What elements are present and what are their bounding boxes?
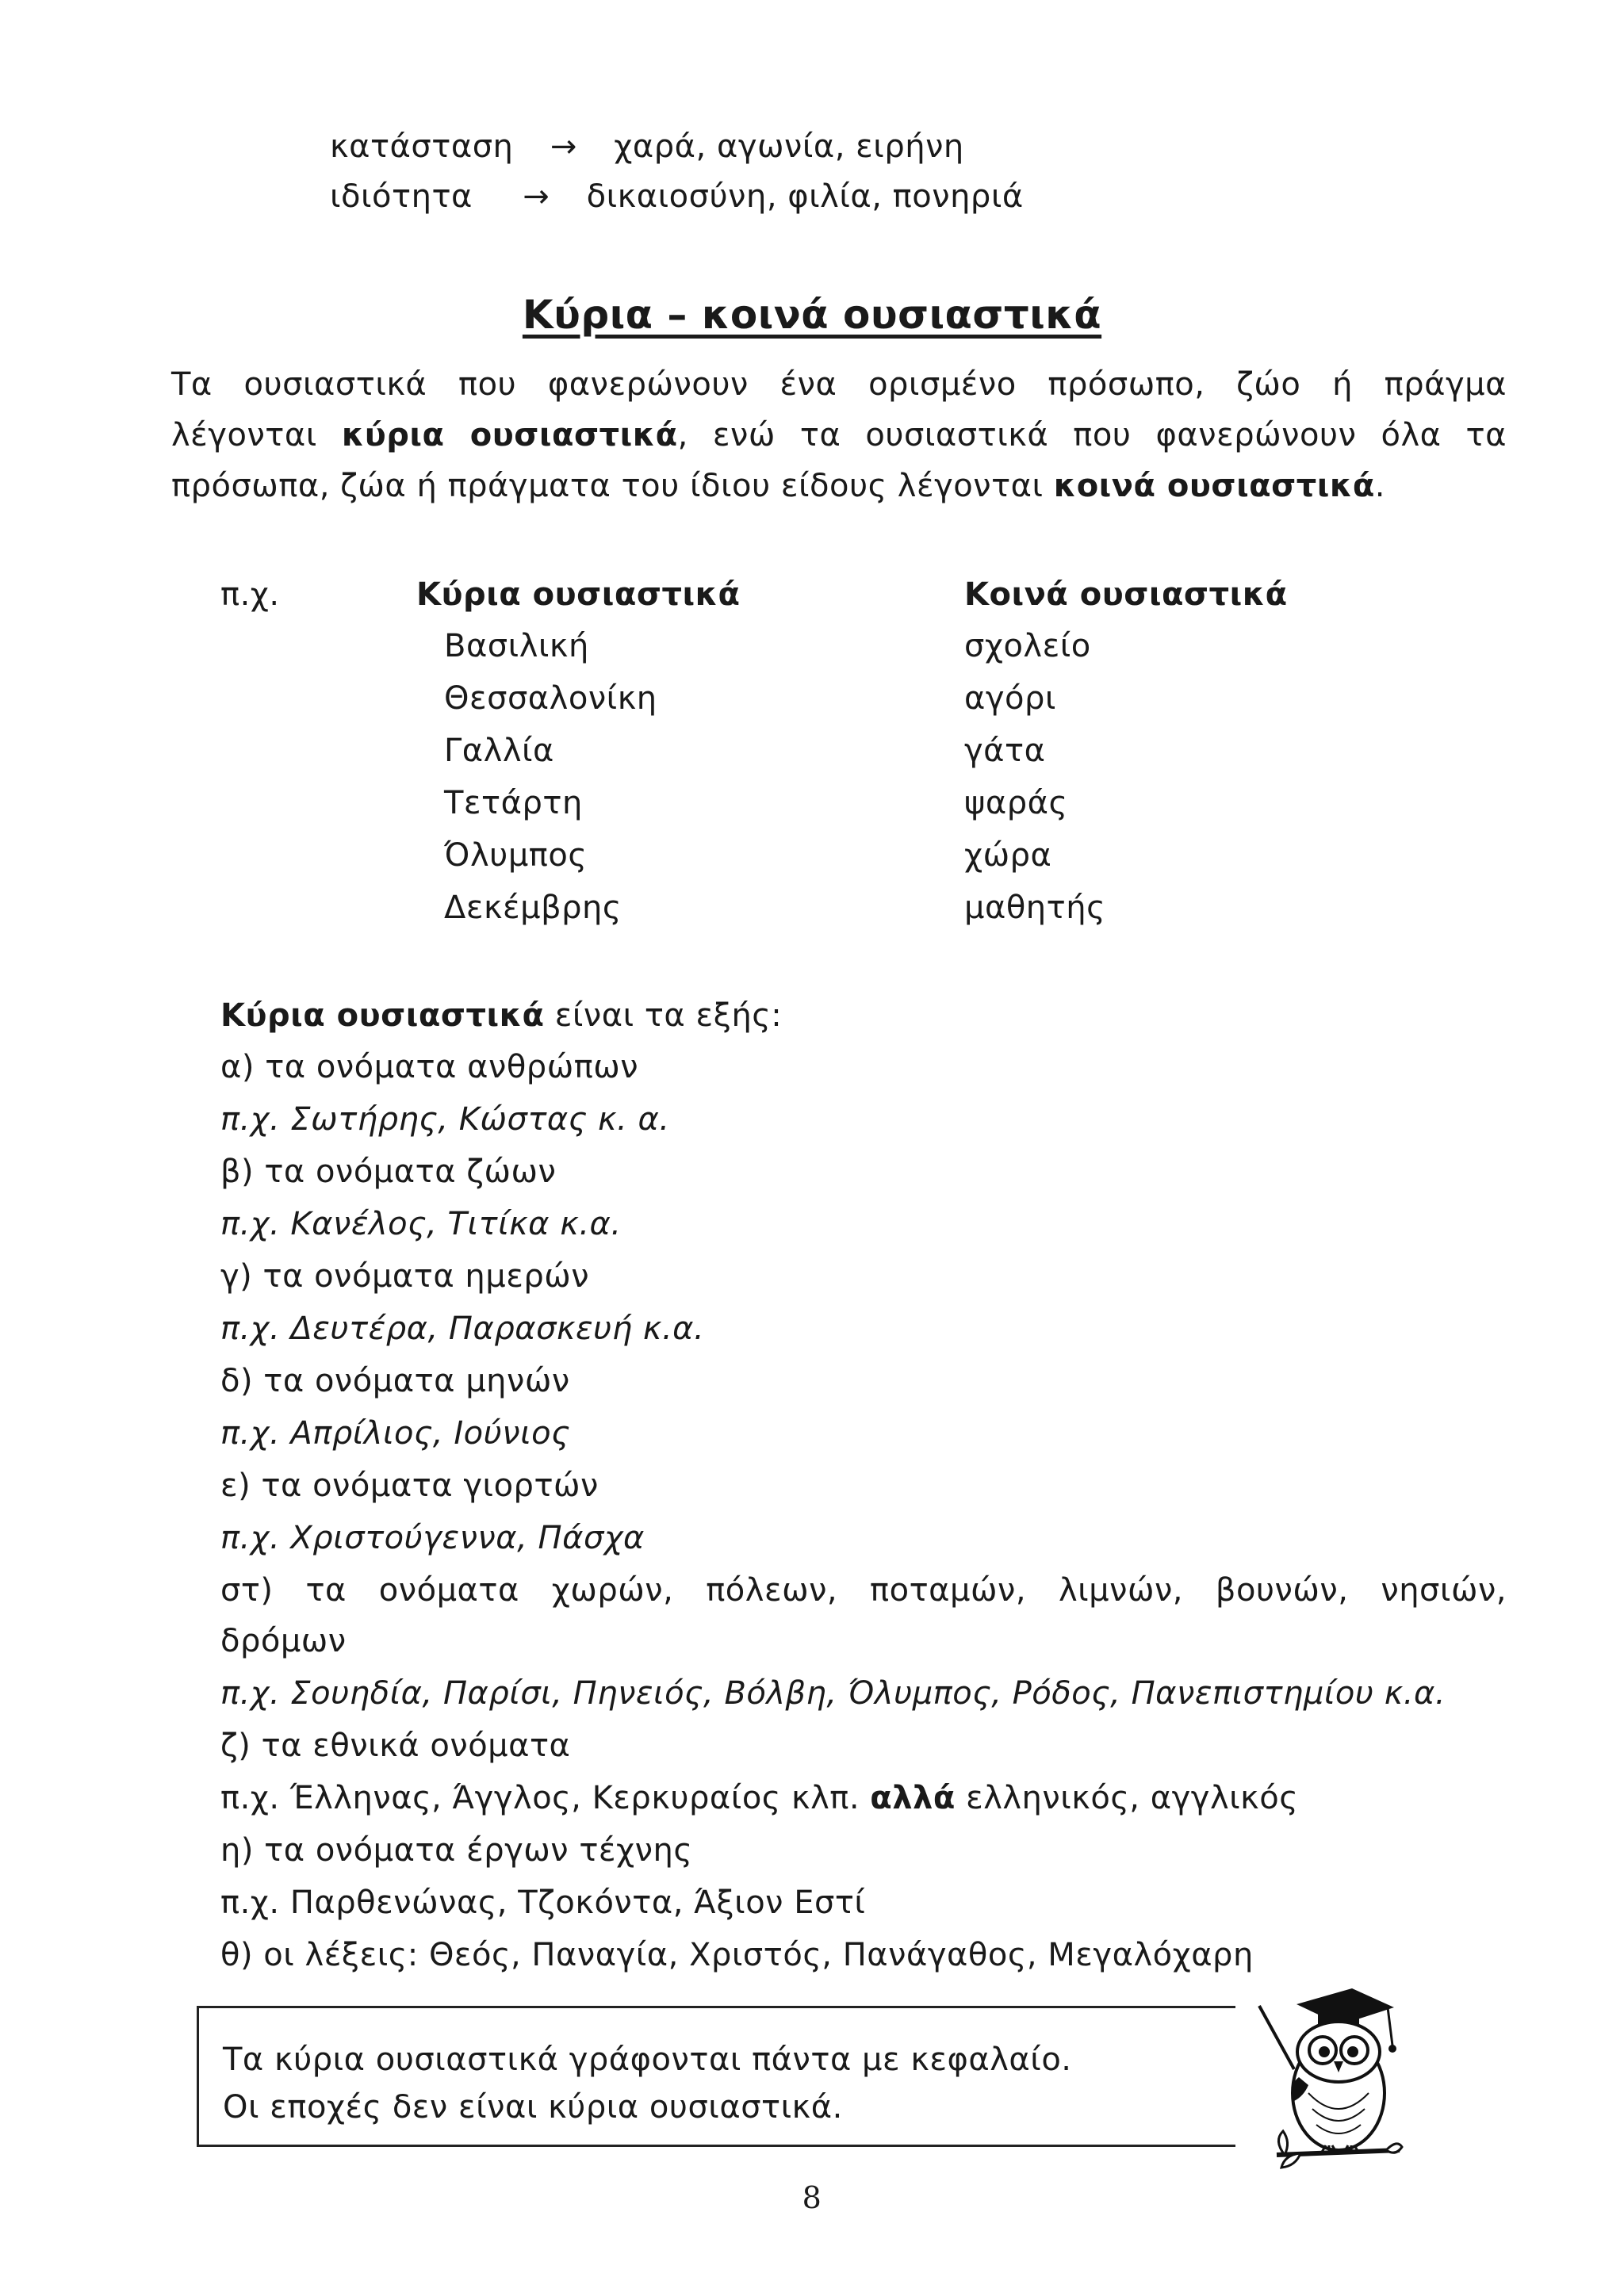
col2-header: Κοινά ουσιαστικά [964, 576, 1288, 613]
col1-item: Όλυμπος [444, 837, 588, 874]
col1-item: Βασιλική [444, 628, 589, 664]
rule-item-continued: δρόμων [220, 1623, 347, 1659]
col2-item: αγόρι [964, 680, 1056, 717]
col2-item: σχολείο [964, 628, 1091, 664]
example-row-state [330, 128, 964, 165]
rule-item: δ) τα ονόματα μηνών [220, 1363, 570, 1399]
rules-heading-term: Κύρια ουσιαστικά [220, 997, 545, 1034]
rule-item: η) τα ονόματα έργων τέχνης [220, 1832, 693, 1869]
intro-line-2 [171, 417, 1507, 453]
rule-example: π.χ. Κανέλος, Τιτίκα κ.α. [220, 1206, 622, 1242]
rule-item: β) τα ονόματα ζώων [220, 1154, 557, 1190]
note-line-1: Τα κύρια ουσιαστικά γράφονται πάντα με κεφαλαίο. [223, 2042, 1072, 2078]
rules-heading-text: είναι τα εξής: [544, 997, 783, 1034]
rule-example: π.χ. Δευτέρα, Παρασκευή κ.α. [220, 1311, 705, 1347]
rule-example [220, 1780, 1298, 1816]
table-prefix: π.χ. [220, 576, 280, 613]
rule-example-text: π.χ. Έλληνας, Άγγλος, Κερκυραίος κλπ. [220, 1780, 860, 1816]
rules-heading [220, 997, 782, 1034]
intro-text: πρόσωπα, ζώα ή πράγματα του ίδιου είδους λέγονται [171, 468, 1044, 504]
rule-example: π.χ. Χριστούγεννα, Πάσχα [220, 1520, 645, 1556]
intro-text: . [1374, 468, 1386, 504]
rule-item: α) τα ονόματα ανθρώπων [220, 1049, 639, 1085]
rule-example: π.χ. Σωτήρης, Κώστας κ. α. [220, 1101, 670, 1138]
note-box [197, 2006, 1235, 2147]
page-number: 8 [802, 2180, 822, 2215]
col1-item: Γαλλία [444, 733, 554, 769]
rule-item: θ) οι λέξεις: Θεός, Παναγία, Χριστός, Πανάγαθος, Μεγαλόχαρη [220, 1937, 1254, 1973]
col2-item: γάτα [964, 733, 1046, 769]
rule-item: γ) τα ονόματα ημερών [220, 1258, 590, 1295]
col2-item: μαθητής [964, 890, 1106, 926]
example-row-property [330, 178, 1024, 215]
term-proper-nouns: κύρια ουσιαστικά [341, 417, 678, 453]
example-values: χαρά, αγωνία, ειρήνη [614, 128, 964, 165]
intro-line-3 [171, 468, 1385, 504]
rule-example: π.χ. Απρίλιος, Ιούνιος [220, 1415, 571, 1452]
intro-text: λέγονται [171, 417, 317, 453]
col1-item: Δεκέμβρης [444, 890, 622, 926]
example-label: ιδιότητα [330, 178, 473, 215]
col1-item: Θεσσαλονίκη [444, 680, 657, 717]
rule-example: π.χ. Παρθενώνας, Τζοκόντα, Άξιον Εστί [220, 1885, 866, 1921]
rule-item: στ) τα ονόματα χωρών, πόλεων, ποταμών, λιμνών, βουνών, νησιών, [220, 1572, 1507, 1609]
section-title: Κύρια – κοινά ουσιαστικά [522, 292, 1102, 338]
term-common-nouns: κοινά ουσιαστικά [1053, 468, 1375, 504]
example-label: κατάσταση [330, 128, 514, 165]
rule-example-text: ελληνικός, αγγλικός [966, 1780, 1299, 1816]
owl-graduate-icon [1253, 1974, 1404, 2172]
col2-item: χώρα [964, 837, 1052, 874]
rule-example: π.χ. Σουηδία, Παρίσι, Πηνειός, Βόλβη, Όλυμπος, Ρόδος, Πανεπιστημίου κ.α. [220, 1675, 1446, 1712]
arrow-icon: → [523, 178, 550, 215]
intro-line-1: Τα ουσιαστικά που φανερώνουν ένα ορισμένο πρόσωπο, ζώο ή πράγμα [171, 366, 1507, 403]
rule-example-emphasis: αλλά [870, 1780, 956, 1816]
col1-item: Τετάρτη [444, 785, 583, 821]
rule-item: ε) τα ονόματα γιορτών [220, 1468, 599, 1504]
example-values: δικαιοσύνη, φιλία, πονηριά [586, 178, 1024, 215]
note-line-2: Οι εποχές δεν είναι κύρια ουσιαστικά. [223, 2089, 843, 2126]
intro-text: , ενώ τα ουσιαστικά που φανερώνουν όλα τα [677, 417, 1507, 453]
arrow-icon: → [550, 128, 577, 165]
col1-header: Κύρια ουσιαστικά [416, 576, 741, 613]
rule-item: ζ) τα εθνικά ονόματα [220, 1728, 571, 1764]
col2-item: ψαράς [964, 785, 1068, 821]
